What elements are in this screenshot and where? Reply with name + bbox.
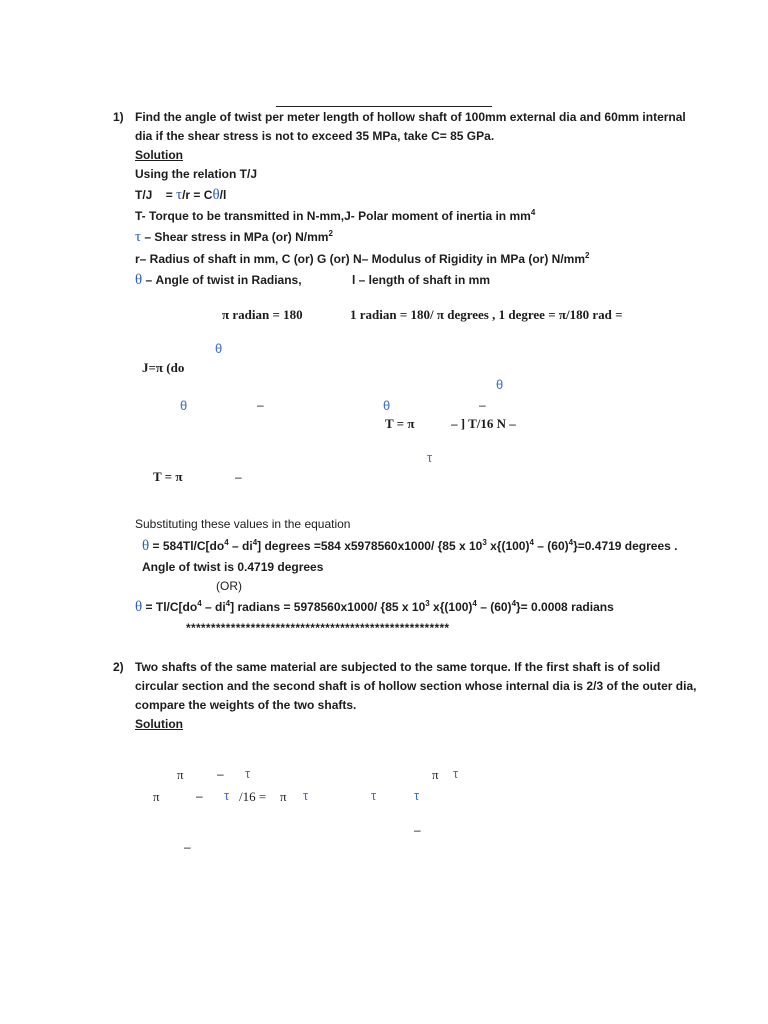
pi-fragment: π — [280, 789, 287, 804]
theta-symbol: θ — [212, 187, 220, 203]
theta-fragment: θ — [496, 377, 504, 392]
question-1-text-line-1: Find the angle of twist per meter length of hollow shaft of 100mm external dia and 60mm internal — [135, 110, 686, 124]
tau-symbol: τ — [135, 229, 142, 245]
tau-symbol: τ — [176, 187, 183, 203]
question-2-text-line-1: Two shafts of the same material are subjected to the same torque. If the first shaft is of solid — [135, 660, 661, 674]
solution-label: Solution — [135, 717, 183, 731]
pi-fragment: π — [153, 789, 160, 804]
theta-fragment: θ — [215, 341, 223, 356]
substitution-text: Substituting these values in the equation — [135, 517, 351, 531]
or-separator: (OR) — [216, 579, 242, 593]
tau-fragment: τ — [245, 766, 251, 781]
dash-fragment: – — [257, 398, 264, 412]
question-1-number: 1) — [113, 110, 124, 124]
tau-fragment: τ — [427, 450, 433, 465]
tau-fragment: τ — [414, 788, 420, 803]
question-2-text-line-2: circular section and the second shaft is of hollow section whose internal dia is 2/3 of the outer dia, — [135, 679, 697, 693]
tau-fragment: τ — [224, 788, 230, 803]
conversion-pi-radian: π radian = 180 — [222, 307, 303, 322]
polar-moment-fragment: J=π (do — [142, 360, 185, 375]
pi-fragment: π — [432, 767, 439, 782]
dash-fragment: – — [217, 767, 224, 781]
theta-symbol: θ — [142, 538, 150, 554]
definition-shear-stress: τ – Shear stress in MPa (or) $N/mm^2$ — [135, 229, 333, 245]
solution-label: Solution — [135, 148, 183, 162]
dash-fragment: – — [235, 470, 242, 484]
star-separator: ***************************************************** — [186, 621, 450, 635]
torque-fragment: T = π — [385, 416, 415, 431]
pi-fragment: π — [177, 767, 184, 782]
dash-fragment: – — [414, 823, 421, 837]
conversion-degrees: 1 radian = 180/ π degrees , 1 degree = π/180 rad = — [350, 307, 623, 322]
relation-text: Using the relation T/J — [135, 167, 258, 181]
question-1-text-line-2: dia if the shear stress is not to exceed 35 MPa, take C= 85 GPa. — [135, 129, 495, 143]
question-2-number: 2) — [113, 660, 124, 674]
result-degrees: $\theta = 584Tl/C[do^4 - di^4]$ degrees =584 x5978560x1000/ {85 x $10^3$ $x\{(100)^4 - (60)^4\}=0.4719$ degrees . — [142, 538, 678, 554]
theta-fragment: θ — [180, 398, 188, 413]
tau-fragment: τ — [453, 766, 459, 781]
definition-radius: r– Radius of shaft in mm, C (or) G (or) N– Modulus of Rigidity in MPa (or) $N/mm^2$ — [135, 251, 590, 266]
dash-fragment: – — [184, 840, 191, 854]
definition-length: l – length of shaft in mm — [352, 273, 491, 287]
torsion-equation: T/J = τ/r = Cθ/l — [135, 187, 227, 203]
theta-symbol: θ — [135, 599, 143, 615]
torque-fragment-tail: – ] T/16 N – — [451, 416, 516, 431]
tau-fragment: τ — [303, 788, 309, 803]
sixteen-fragment: /16 = — [239, 789, 267, 804]
torque-fragment: T = π — [153, 469, 183, 484]
result-radians: $\theta = Tl/C[do^4 - di^4]$ radians = 5978560x1000/ {85 x $10^3$ $x\{(100)^4 - (60)^4\}= 0.0008$ radians — [135, 599, 614, 615]
definition-torque: T- Torque to be transmitted in N-mm,J- Polar moment of inertia in $mm^4$ — [135, 208, 536, 223]
definition-angle: θ – Angle of twist in Radians, — [135, 272, 302, 288]
title-underline — [276, 106, 492, 107]
theta-symbol: θ — [135, 272, 143, 288]
angle-of-twist-result: Angle of twist is 0.4719 degrees — [142, 560, 324, 574]
tau-fragment: τ — [371, 788, 377, 803]
theta-fragment: θ — [383, 398, 391, 413]
question-2-text-line-3: compare the weights of the two shafts. — [135, 698, 357, 712]
dash-fragment: – — [196, 789, 203, 803]
dash-fragment: – — [479, 398, 486, 412]
